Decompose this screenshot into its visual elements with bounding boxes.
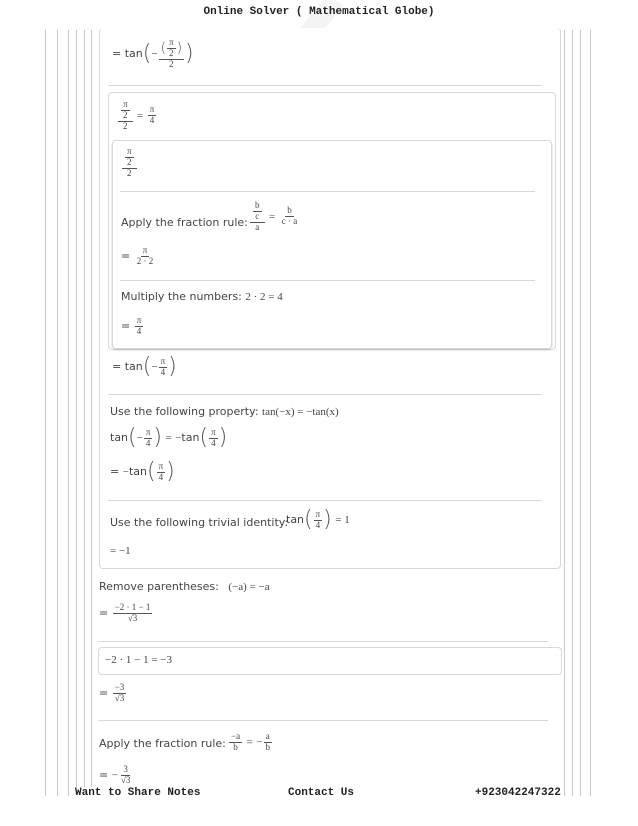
step-tan-neg-pi4: = tan(− $\frac{\pi}{4}$ ) [112,354,177,379]
divider [98,720,548,721]
pi-over-4: = $\frac{\pi}{4}$ [121,315,142,336]
property-applied: tan(− $\frac{\pi}{4}$ ) = −tan( $\frac{\pi}{4}$ ) [110,425,228,450]
divider [120,280,535,281]
neg-tan-pi4: = −tan( $\frac{\pi}{4}$ ) [110,459,175,484]
divider [120,191,535,192]
page-header: Online Solver ( Mathematical Globe) [203,6,435,18]
fraction-rule2-label: Apply the fraction rule: [99,737,226,750]
footer-share-notes[interactable]: Want to Share Notes [75,787,201,799]
neg-3-over-sqrt3: = − $\frac{3}{√3}$ [99,765,131,785]
fraction-rule-label: Apply the fraction rule: [121,216,248,229]
border-line [580,30,581,796]
border-line [564,30,565,796]
border-line [590,30,591,796]
divider [108,85,542,86]
border-line [57,30,58,796]
divider [108,500,542,501]
border-line [572,30,573,796]
calc-expr: −2 · 1 − 1 = −3 [105,654,172,666]
step-tan-nested: = tan(− ( $\frac{\pi}{2}$ ) 2 ) [112,37,194,69]
fraction-rule-expr: $\frac{\frac{b}{c}}{a}$ = $\frac{b}{c \cdot a}$ [249,201,300,233]
property-step: Use the following property: tan(−x) = −tan(x) [110,405,339,418]
nested-fraction: $\frac{\frac{\pi}{2}}{2}$ [121,147,138,179]
footer-contact-us[interactable]: Contact Us [288,787,355,799]
simplify-title: $\frac{\frac{\pi}{2}}{2}$ = $\frac{\pi}{4}$ [117,100,157,132]
fraction-rule2-expr: $\frac{-a}{b}$ = − $\frac{a}{b}$ [231,731,271,752]
multiply-step: Multiply the numbers: 2 · 2 = 4 [121,290,283,303]
border-line [91,30,92,796]
remove-paren-step: Remove parentheses: (−a) = −a [99,580,270,593]
footer-phone: +923042247322 [475,787,561,799]
border-line [76,30,77,796]
trivial-identity-expr: tan( $\frac{\pi}{4}$ ) = 1 [286,507,350,532]
fraction-neg2-sqrt3: = $\frac{-2 \cdot 1 - 1}{√3}$ [99,602,151,623]
trivial-identity-label: Use the following trivial identity: [110,516,289,529]
border-line [45,30,46,796]
fraction-detail-box [112,140,552,349]
divider [108,394,542,395]
border-line [84,30,85,796]
fraction-neg3-sqrt3: = $\frac{-3}{√3}$ [99,682,125,703]
neg-one-result: = −1 [110,545,131,557]
border-line [68,30,69,796]
pi-over-2x2: = $\frac{\pi}{2 \cdot 2}$ [121,245,154,266]
divider [98,641,548,642]
